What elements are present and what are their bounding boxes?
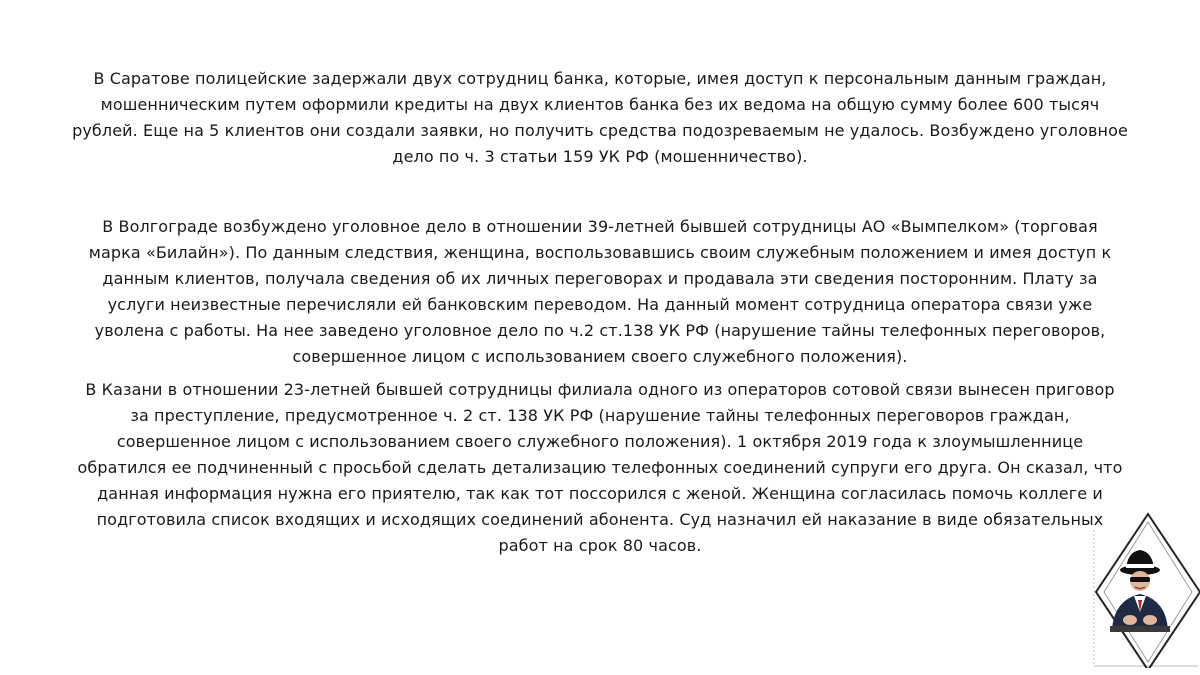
news-paragraph-saratov: В Саратове полицейские задержали двух сотрудниц банка, которые, имея доступ к персональным данным граждан, мошенническим путем оформили кредиты на двух клиентов банка без их ведома на общую сумму более 600 тысяч рублей. Еще на 5 клиентов они создали заявки, но получить средства подозреваемым не удалось. Возбуждено уголовное дело по ч. 3 статьи 159 УК РФ (мошенничество). (72, 69, 1128, 166)
spy-logo (1080, 508, 1200, 668)
spy-in-hat-icon (1080, 508, 1200, 668)
news-paragraph-volgograd: В Волгограде возбуждено уголовное дело в отношении 39-летней бывшей сотрудницы АО «Вымпелком» (торговая марка «Билайн»). По данным следствия, женщина, воспользовавшись своим служебным положением и имея доступ к данным клиентов, получала сведения об их личных переговорах и продавала эти сведения посторонним. Плату за услуги неизвестные перечисляли ей банковским переводом. На данный момент сотрудница оператора связи уже уволена с работы. На нее заведено уголовное дело по ч.2 ст.138 УК РФ (нарушение тайны телефонных переговоров, совершенное лицом с использованием своего служебного положения). (88, 217, 1112, 366)
news-paragraph-kazan: В Казани в отношении 23-летней бывшей сотрудницы филиала одного из операторов сотовой связи вынесен приговор за преступление, предусмотренное ч. 2 ст. 138 УК РФ (нарушение тайны телефонных переговоров граждан, совершенное лицом с использованием своего служебного положения). 1 октября 2019 года к злоумышленнице обратился ее подчиненный с просьбой сделать детализацию телефонных соединений супруги его друга. Он сказал, что данная информация нужна его приятелю, так как тот поссорился с женой. Женщина согласилась помочь коллеге и подготовила список входящих и исходящих соединений абонента. Суд назначил ей наказание в виде обязательных работ на срок 80 часов. (77, 380, 1123, 555)
